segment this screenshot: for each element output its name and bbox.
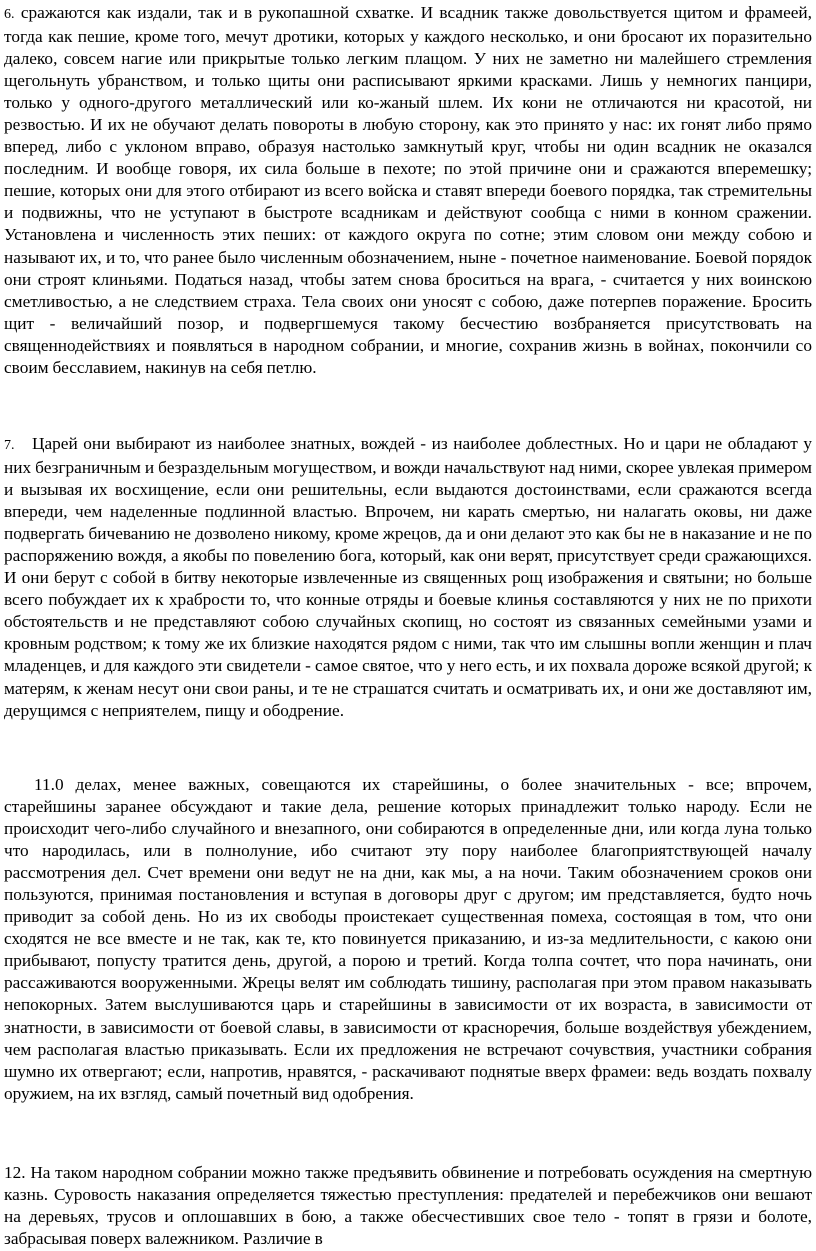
paragraph-12 (4, 1162, 812, 1250)
paragraph-text: На таком народном собрании можно также предъявить обвинение и потребовать осуждения на смертную казнь. Суровость наказания определяется тяжестью преступления: предателей и перебежчиков они вешают на деревьях, трусов и оплошавших в бою, а также обесчестивших свое тело - топят в грязи и болоте, забрасывая поверх валежником. Различие в (4, 1163, 812, 1249)
paragraph-7 (4, 433, 812, 722)
paragraph-text: сражаются как издали, так и в рукопашной схватке. И всадник также довольствуется щитом и фрамеей, тогда как пешие, кроме того, мечут дротики, которых у каждого несколько, и они бросают их поразительно далеко, совсем нагие или прикрытые только легким плащом. У них не заметно ни малейшего стремления щегольнуть убранством, и только щиты они расписывают яркими красками. Лишь у немногих панцири, только у одного-другого металлический или ко-жаный шлем. Их кони не отличаются ни красотой, ни резвостью. И их не обучают делать повороты в любую сторону, как это принято у нас: их гонят либо прямо вперед, либо с уклоном вправо, образуя настолько замкнутый круг, чтобы ни один всадник не оказался последним. И вообще говоря, их сила больше в пехоте; по этой причине они и сражаются вперемешку; пешие, которых они для этого отбирают из всего войска и ставят впереди боевого порядка, так стремительны и подвижны, что не уступают в быстроте всадникам и действуют сообща с ними в конном сражении. Установлена и численность этих пеших: от каждого округа по сотне; этим словом они между собою и называют их, и то, что ранее было численным обозначением, ныне - почетное наименование. Боевой порядок они строят клиньями. Податься назад, чтобы затем снова броситься на врага, - считается у них воинскою сметливостью, а не следствием страха. Тела своих они уносят с собою, даже потерпев поражение. Бросить щит - величайший позор, и подвергшемуся такому бесчестию возбраняется присутствовать на священнодействиях и появляться в народном собрании, и многие, сохранив жизнь в войнах, покончили со своим бесславием, накинув на себя петлю. (4, 3, 812, 377)
paragraph-number: 12. (4, 1163, 26, 1182)
paragraph-11 (4, 774, 812, 1105)
paragraph-number: 7. (4, 438, 15, 453)
paragraph-text: делах, менее важных, совещаются их старейшины, о более значительных - все; впрочем, старейшины заранее обсуждают и такие дела, решение которых принадлежит только народу. Если не происходит чего-либо случайного и внезапного, они собираются в определенные дни, или когда луна только что народилась, или в полнолуние, ибо считают эту пору наиболее благоприятствующей началу рассмотрения дел. Счет времени они ведут не на дни, как мы, а на ночи. Таким обозначением сроков они пользуются, принимая постановления и вступая в договоры друг с другом; им представляется, будто ночь приводит за собой день. Но из их свободы проистекает существенная помеха, состоящая в том, что они сходятся не все вместе и не так, как те, кто повинуется приказанию, и из-за медлительности, с какою они прибывают, попусту тратится день, другой, а порою и третий. Когда толпа сочтет, что пора начинать, они рассаживаются вооруженными. Жрецы велят им соблюдать тишину, располагая при этом правом наказывать непокорных. Затем выслушиваются царь и старейшины в зависимости от их возраста, в зависимости от знатности, в зависимости от боевой славы, в зависимости от красноречия, больше воздействуя убеждением, чем располагая властью приказывать. Если их предложения не встречают сочувствия, участники собрания шумно их отвергают; если, напротив, нравятся, - раскачивают поднятые вверх фрамеи: ведь воздать похвалу оружием, на их взгляд, самый почетный вид одобрения. (4, 775, 812, 1103)
paragraph-text: Царей они выбирают из наиболее знатных, вождей - из наиболее доблестных. Но и цари не обладают у них безграничным и безраздельным могуществом, и вожди начальствуют над ними, скорее увлекая примером и вызывая их восхищение, если они решительны, если выдаются достоинствами, если сражаются всегда впереди, чем наделенные подлинной властью. Впрочем, ни карать смертью, ни налагать оковы, ни даже подвергать бичеванию не дозволено никому, кроме жрецов, да и они делают это как бы не в наказание и не по распоряжению вождя, а якобы по повелению бога, который, как они верят, присутствует среди сражающихся. И они берут с собой в битву некоторые извлеченные из священных рощ изображения и святыни; но больше всего побуждает их к храбрости то, что конные отряды и боевые клинья составляются у них не по прихоти обстоятельств и не представляют собою случайных скопищ, но состоят из связанных семейными узами и кровным родством; к тому же их близкие находятся рядом с ними, так что им слышны вопли женщин и плач младенцев, и для каждого эти свидетели - самое святое, что у него есть, и их похвала дороже всякой другой; к матерям, к женам несут они свои раны, и те не страшатся считать и осматривать их, и они же доставляют им, дерущимся с неприятелем, пищу и ободрение. (4, 434, 812, 720)
paragraph-6 (4, 2, 812, 379)
paragraph-number: 11.0 (34, 775, 64, 794)
paragraph-number: 6. (4, 7, 15, 22)
